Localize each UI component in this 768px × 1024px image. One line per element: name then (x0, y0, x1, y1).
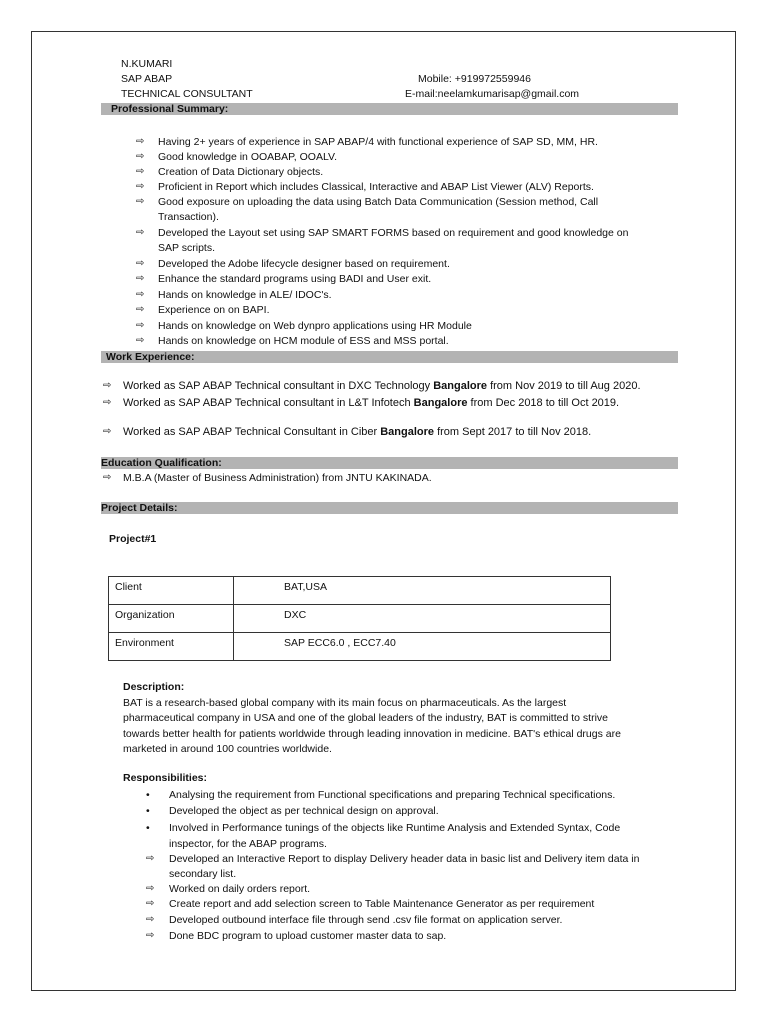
candidate-name: N.KUMARI (121, 58, 173, 70)
summary-item: Transaction). (158, 211, 219, 223)
responsibility-item: secondary list. (169, 868, 237, 880)
responsibility-item: Done BDC program to upload customer master data to sap. (169, 930, 447, 942)
role-line-2: TECHNICAL CONSULTANT (121, 88, 253, 100)
arrow-bullet-icon: ⇨ (146, 883, 155, 894)
arrow-bullet-icon: ⇨ (136, 196, 145, 207)
summary-item: Developed the Adobe lifecycle designer based on requirement. (158, 258, 450, 270)
description-line: BAT is a research-based global company with its main focus on pharmaceuticals. As the largest (123, 697, 567, 709)
work-item-text: Worked as SAP ABAP Technical Consultant in Ciber (123, 426, 381, 438)
summary-item: Developed the Layout set using SAP SMART FORMS based on requirement and good knowledge on (158, 227, 629, 239)
arrow-bullet-icon: ⇨ (136, 227, 145, 238)
arrow-bullet-icon: ⇨ (136, 289, 145, 300)
dot-bullet-icon: • (146, 822, 150, 834)
responsibility-item: Involved in Performance tunings of the objects like Runtime Analysis and Extended Syntax, Code (169, 822, 621, 834)
arrow-bullet-icon: ⇨ (136, 335, 145, 346)
summary-item: Having 2+ years of experience in SAP ABAP/4 with functional experience of SAP SD, MM, HR. (158, 136, 598, 148)
arrow-bullet-icon: ⇨ (136, 166, 145, 177)
responsibility-item: Create report and add selection screen to Table Maintenance Generator as per requirement (169, 898, 595, 910)
responsibility-item: Developed outbound interface file through send .csv file format on application server. (169, 914, 563, 926)
description-line: pharmaceutical company in USA and one of the global leaders of the industry, BAT is committed to strive (123, 712, 608, 724)
section-header-education: Education Qualification: (101, 457, 678, 469)
arrow-bullet-icon: ⇨ (146, 898, 155, 909)
summary-item: SAP scripts. (158, 242, 215, 254)
work-item-dates: from Dec 2018 to till Oct 2019. (467, 397, 620, 409)
education-item: M.B.A (Master of Business Administration) from JNTU KAKINADA. (123, 472, 432, 484)
summary-item: Good exposure on uploading the data using Batch Data Communication (Session method, Call (158, 196, 599, 208)
section-header-professional-summary: Professional Summary: (101, 103, 678, 115)
description-heading: Description: (123, 681, 185, 693)
work-item-text: Worked as SAP ABAP Technical consultant in L&T Infotech (123, 397, 414, 409)
arrow-bullet-icon: ⇨ (146, 853, 155, 864)
mobile-number: Mobile: +919972559946 (418, 73, 531, 85)
work-location: Bangalore (433, 380, 488, 392)
section-header-project-details: Project Details: (101, 502, 678, 514)
responsibility-item: inspector, for the ABAP programs. (169, 838, 327, 850)
work-item (123, 426, 591, 438)
summary-item: Creation of Data Dictionary objects. (158, 166, 324, 178)
arrow-bullet-icon: ⇨ (136, 136, 145, 147)
work-location: Bangalore (413, 397, 468, 409)
description-line: towards better health for patients worldwide through leading innovation in medicine. BAT's ethical drugs are (123, 728, 621, 740)
table-value-environment: SAP ECC6.0 , ECC7.40 (234, 633, 611, 661)
work-item-text: Worked as SAP ABAP Technical consultant in DXC Technology (123, 380, 434, 392)
dot-bullet-icon: • (146, 805, 150, 817)
arrow-bullet-icon: ⇨ (103, 397, 112, 408)
table-row (109, 605, 611, 633)
table-row (109, 633, 611, 661)
summary-item: Experience on on BAPI. (158, 304, 270, 316)
work-location: Bangalore (380, 426, 435, 438)
summary-item: Hands on knowledge on Web dynpro applications using HR Module (158, 320, 472, 332)
arrow-bullet-icon: ⇨ (136, 181, 145, 192)
arrow-bullet-icon: ⇨ (103, 472, 112, 483)
responsibility-item: Developed the object as per technical design on approval. (169, 805, 439, 817)
responsibility-item: Analysing the requirement from Functional specifications and preparing Technical specifications. (169, 789, 616, 801)
table-label-organization: Organization (109, 605, 234, 633)
summary-item: Enhance the standard programs using BADI and User exit. (158, 273, 432, 285)
responsibilities-heading: Responsibilities: (123, 772, 208, 784)
role-line-1: SAP ABAP (121, 73, 173, 85)
section-header-work-experience: Work Experience: (101, 351, 678, 363)
arrow-bullet-icon: ⇨ (146, 914, 155, 925)
table-row (109, 577, 611, 605)
arrow-bullet-icon: ⇨ (103, 426, 112, 437)
table-value-client: BAT,USA (234, 577, 611, 605)
description-line: marketed in around 100 countries worldwide. (123, 743, 332, 755)
arrow-bullet-icon: ⇨ (146, 930, 155, 941)
summary-item: Good knowledge in OOABAP, OOALV. (158, 151, 337, 163)
work-item (123, 380, 641, 392)
dot-bullet-icon: • (146, 789, 150, 801)
arrow-bullet-icon: ⇨ (136, 304, 145, 315)
arrow-bullet-icon: ⇨ (136, 320, 145, 331)
table-value-organization: DXC (234, 605, 611, 633)
project-info-table (108, 576, 611, 661)
project-title: Project#1 (109, 533, 157, 545)
arrow-bullet-icon: ⇨ (103, 380, 112, 391)
table-label-client: Client (109, 577, 234, 605)
arrow-bullet-icon: ⇨ (136, 273, 145, 284)
responsibility-item: Worked on daily orders report. (169, 883, 311, 895)
work-item (123, 397, 619, 409)
summary-item: Hands on knowledge in ALE/ IDOC's. (158, 289, 332, 301)
work-item-dates: from Nov 2019 to till Aug 2020. (487, 380, 641, 392)
email-address[interactable]: E-mail:neelamkumarisap@gmail.com (405, 88, 580, 100)
arrow-bullet-icon: ⇨ (136, 258, 145, 269)
work-item-dates: from Sept 2017 to till Nov 2018. (434, 426, 592, 438)
summary-item: Hands on knowledge on HCM module of ESS and MSS portal. (158, 335, 449, 347)
table-label-environment: Environment (109, 633, 234, 661)
arrow-bullet-icon: ⇨ (136, 151, 145, 162)
responsibility-item: Developed an Interactive Report to display Delivery header data in basic list and Delivery item data in (169, 853, 640, 865)
summary-item: Proficient in Report which includes Classical, Interactive and ABAP List Viewer (ALV) Reports. (158, 181, 594, 193)
